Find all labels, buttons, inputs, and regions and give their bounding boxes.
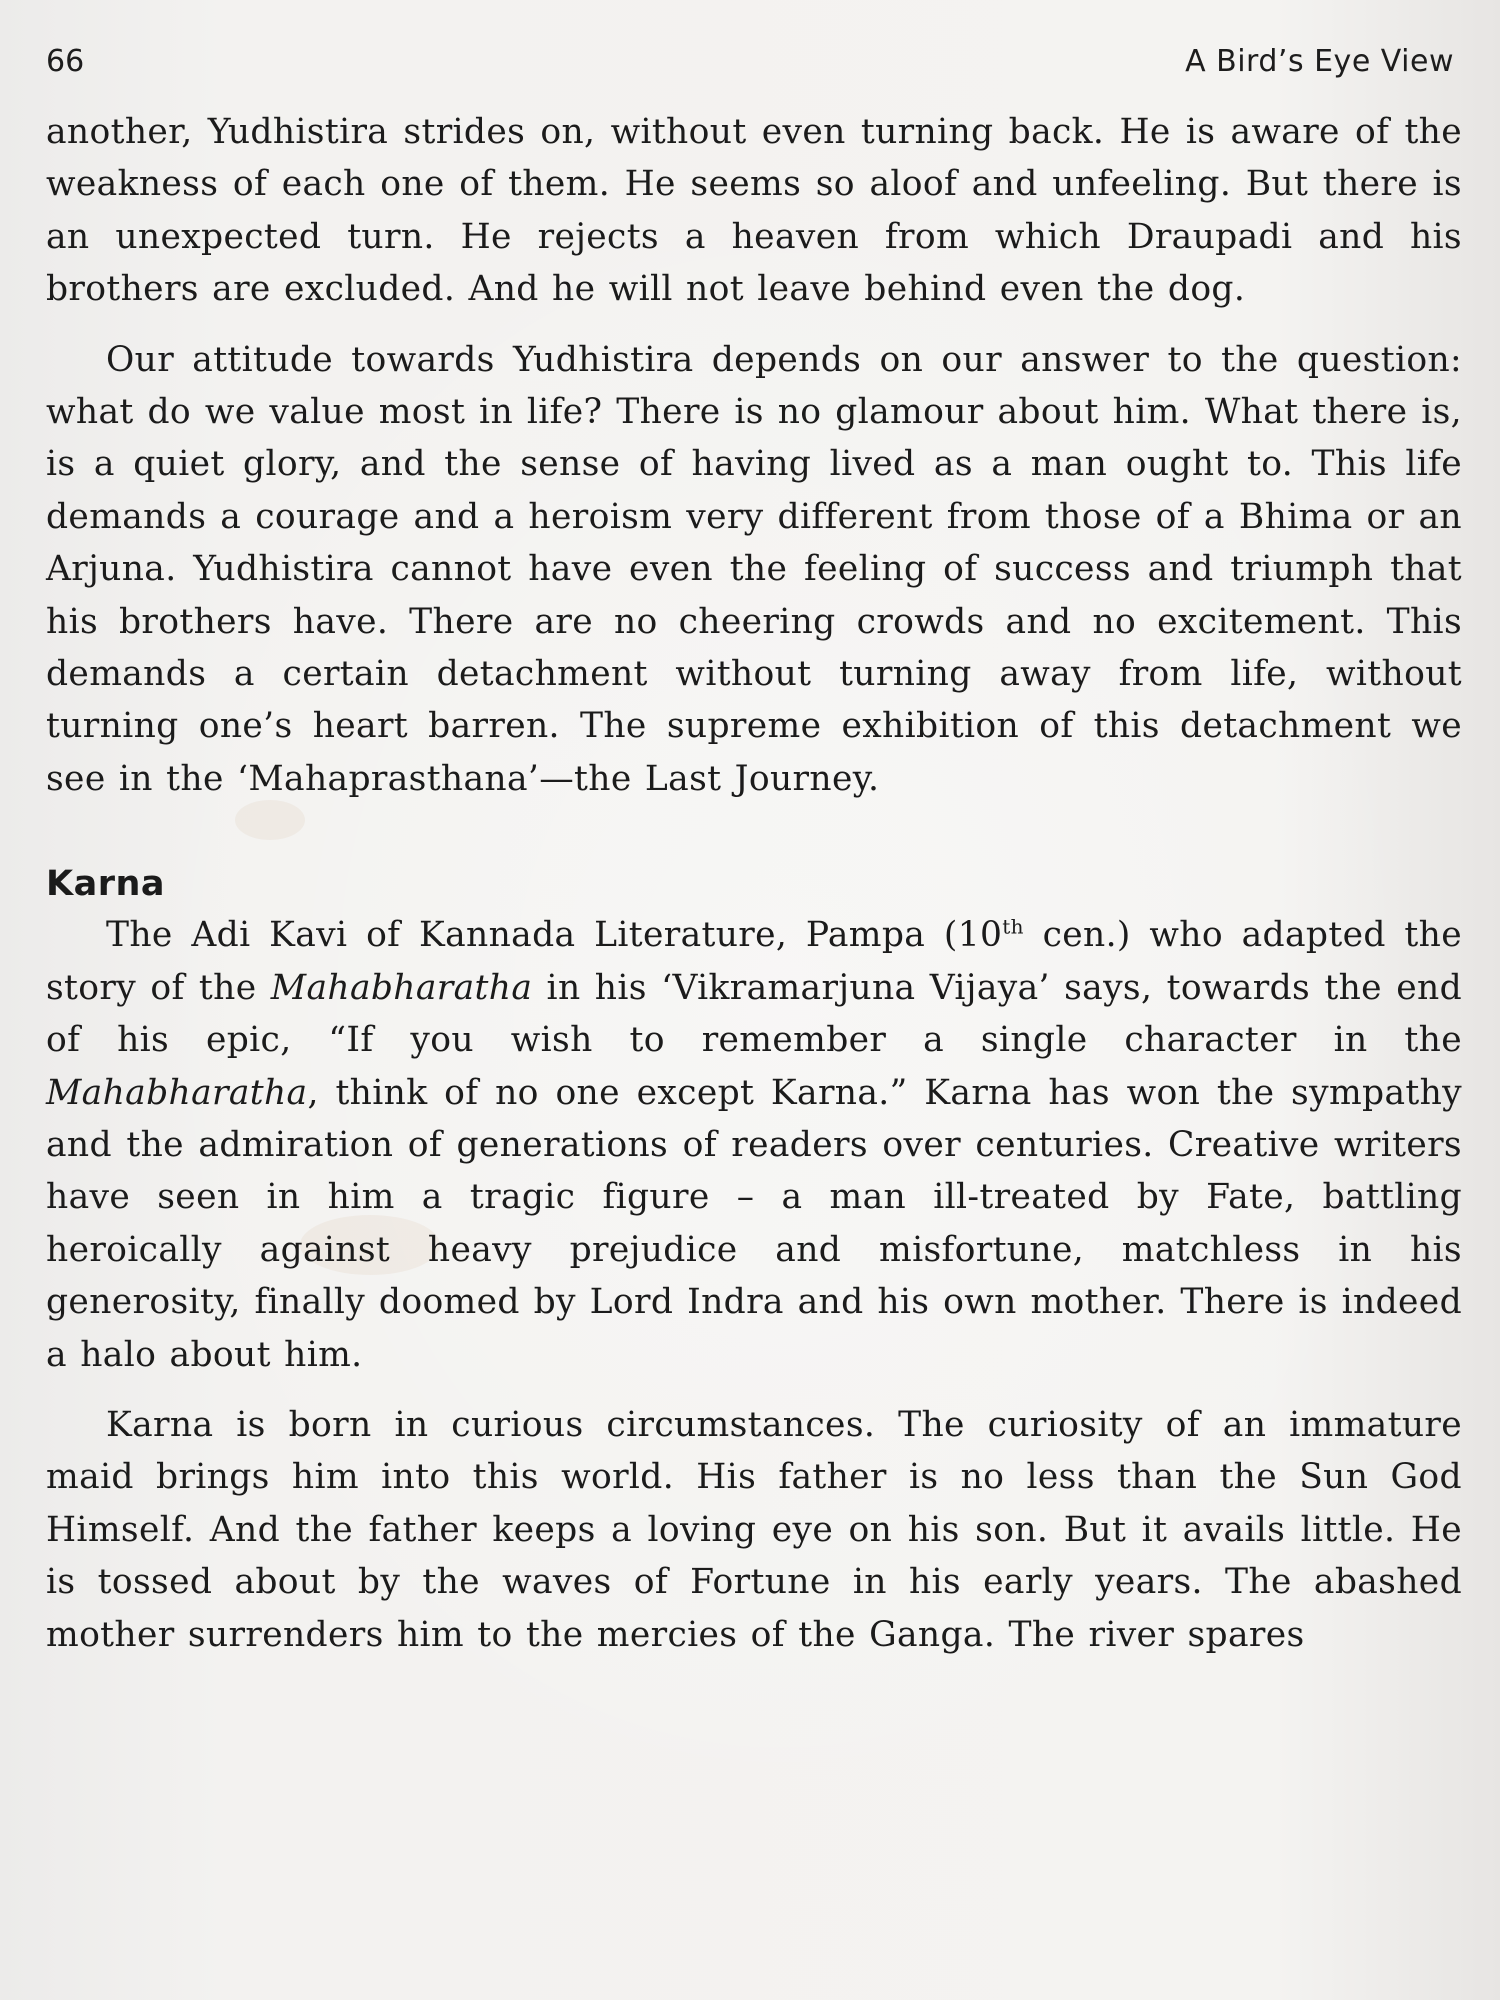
- karna-intro-text: , think of no one except Karna.” Karna has won the sympathy and the admiration of generations of readers over centuries. Creative writers have seen in him a tragic figure – a man ill-treated by Fate, battling heroically against heavy prejudice and misfortune, matchless in his generosity, finally doomed by Lord Indra and his own mother. There is indeed a halo about him.: [46, 1072, 1462, 1375]
- running-head: [46, 42, 1454, 82]
- paragraph-yudhistira-attitude: Our attitude towards Yudhistira depends on our answer to the question: what do we value most in life? There is no glamour about him. What there is, is a quiet glory, and the sense of having lived as a man ought to. This life demands a courage and a heroism very different from those of a Bhima or an Arjuna. Yudhistira cannot have even the feeling of success and triumph that his brothers have. There are no cheering crowds and no excitement. This demands a certain detachment without turning away from life, without turning one’s heart barren. The supreme exhibition of this detachment we see in the ‘Mahaprasthana’—the Last Journey.: [46, 339, 1462, 799]
- body-text: [46, 106, 1462, 1661]
- karna-intro-text: The Adi Kavi of Kannada Literature, Pampa (10: [106, 915, 1003, 956]
- book-title: A Bird’s Eye View: [1185, 44, 1454, 79]
- page-number: 66: [46, 44, 85, 79]
- section-heading-karna: Karna: [46, 864, 166, 905]
- epic-title-italic: Mahabharatha: [46, 1072, 308, 1113]
- paragraph-yudhistira-continued: another, Yudhistira strides on, without even turning back. He is aware of the weakness of each one of them. He seems so aloof and unfeeling. But there is an unexpected turn. He rejects a heaven from which Draupadi and his brothers are excluded. And he will not leave behind even the dog.: [46, 112, 1462, 310]
- karna-intro-text: in his ‘Vikramarjuna Vijaya’ says, towards the end of his epic, “If you wish to remember a single character in the: [46, 967, 1463, 1061]
- paragraph-gap: [46, 316, 1462, 334]
- paragraph-karna-intro: [46, 909, 1462, 1381]
- paragraph-gap: [46, 1381, 1462, 1399]
- paragraph-karna-birth: Karna is born in curious circumstances. The curiosity of an immature maid brings him into this world. His father is no less than the Sun God Himself. And the father keeps a loving eye on his son. But it avails little. He is tossed about by the waves of Fortune in his early years. The abashed mother surrenders him to the mercies of the Ganga. The river spares: [46, 1404, 1462, 1655]
- epic-title-italic: Mahabharatha: [270, 967, 533, 1008]
- ordinal-superscript: th: [1002, 914, 1024, 939]
- karna-intro-text: cen.) who adapted the story of the: [46, 915, 1462, 1008]
